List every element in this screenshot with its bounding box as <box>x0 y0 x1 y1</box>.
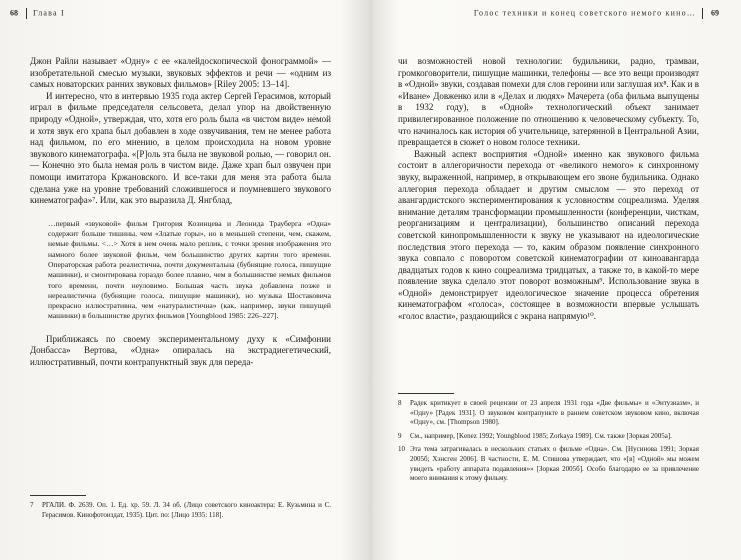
footnote-text: Радек критикует в своей рецензии от 23 апреля 1931 года «Две фильмы» и «Энтузиазм», и «Одну» [Радек 1931]. О звуковом контрапункте в раннем советском звуковом кино, включая «Одну», см. [Thompson 1980]. <box>410 399 699 427</box>
right-running-head: Голос техники и конец советского немого кино… <box>473 8 696 18</box>
left-running-head: Глава I <box>33 8 65 18</box>
paragraph: Джон Райли называет «Одну» с ее «калейдоскопической фонограммой» — изобретательной смесью музыки, звуковых эффектов и речи — «одним из самых новаторских ранних звуковых фильмов» [Riley 2005: 13–14]. <box>30 56 331 90</box>
left-page-header <box>10 8 65 19</box>
right-page-number: 69 <box>711 8 719 18</box>
footnote <box>398 445 699 483</box>
paragraph: Важный аспект восприятия «Одной» именно как звукового фильма состоит в аллегоричности перехода от «великого немого» к синхронному звуку, выраженной, например, в открывающем его звоне будильника. Однако аллегория перехода обладает и другим смыслом — это переход от авангардистского экспериментирования к условностям соцреализма. Уделяя внимание деталям трансформации промышленности (конференции, чисткам, реорганизациям и централизации), большинство описаний перехода советской кинопромышленности к звуку не указывают на идеологические последствия этого перехода — то, каким образом появление синхронного звука совпало с поворотом советской кинематографии от киноавангарда двадцатых годов к кино соцреализма тридцатых, а также то, в какой-то мере появление звука сделало этот поворот возможным⁹. Использование звука в «Одной» демонстрирует идеологическое значение процесса обретения кинематографом «голоса», состоящее в возможности впервые услышать «голос власти», раздающийся с экрана напрямую¹⁰. <box>398 148 699 322</box>
footnote <box>30 501 331 520</box>
footnote-number: 9 <box>398 431 402 440</box>
left-page-number: 68 <box>10 8 18 18</box>
footnote <box>398 399 699 428</box>
footnote-number: 8 <box>398 399 402 407</box>
footnote-text: Эта тема затрагивалась в нескольких статьях о фильме «Одна». См. [Нусинова 1991; Зоркая 2005б; Хэнсген 2006]. В частности, Е. М. Стишова утверждает, что «[в] «Одной» мы можем увидеть «работу аппарата подавления»» [Зоркая 2005б]. Особо благодарю ее за привлечение моего внимания к этому фильму. <box>410 445 699 483</box>
footnote-text: РГАЛИ. Ф. 2639. Оп. 1. Ед. хр. 59. Л. 34 об. (Лицо советского киноактера: Е. Кузьмина и С. Герасимов. Кинофотоиздат, 1935). Цит. по: [Лицо 1935: 118]. <box>42 501 331 519</box>
footnote-number: 7 <box>30 501 34 509</box>
footnote-text: См., например, [Kenez 1992; Youngblood 1985; Zorkaya 1989]. См. также [Зоркая 2005a]. <box>410 431 672 440</box>
left-page-body <box>30 56 331 368</box>
header-divider <box>26 8 27 19</box>
right-page-header <box>474 8 719 19</box>
footnote-number: 10 <box>398 445 405 454</box>
footnote <box>398 432 699 442</box>
header-divider <box>702 8 703 19</box>
paragraph: И интересно, что в интервью 1935 года актер Сергей Герасимов, который играл в фильме председателя сельсовета, делал упор на двойственную природу «Одной», утверждая, что, хотя его роль была «в чистом виде» немой и хотя звук его храпа был добавлен в ходе озвучивания, тем не менее работа над фильмом, по его мнению, в целом происходила на новом уровне звукового кинематографа. «[Р]оль эта была не звуковой ролью, — говорил он. — Конечно это была немая роль в чистом виде. Даже храп был озвучен при помощи имитатора Кржановского. И все-таки для меня эта работа была сделана уже на уровне требований сложившегося и поумневшего звукового кинематографа»⁷. Или, как это выразила Д. Янгблад, <box>30 90 331 206</box>
paragraph: Приближаясь по своему экспериментальному духу к «Симфонии Донбасса» Вертова, «Одна» опиралась на экстрадиегетический, иллюстративный, почти контрапунктный звук для переда- <box>30 333 331 367</box>
right-footnotes <box>398 386 699 488</box>
block-quote: …первый «звуковой» фильм Григория Козинцева и Леонида Трауберга «Одна» содержит больше тишины, чем «Златые горы», но в меньшей степени, чем, скажем, немые фильмы. <…> Хотя в нем очень мало реплик, с точки зрения изображения это намного более звуковой фильм, чем большинство других картин того времени. Операторская работа реалистична, почти документальна (бубнящие голоса, пишущие машинки), и смонтирована гораздо более плавно, чем в большинстве немых фильмов того времени, почти неуловимо. Большая часть звука добавлена позже и нереалистична (бубнящие голоса, пишущие машинки), но музыка Шостаковича прекрасно иллюстративна, чем «натуралистична» (как, например, звуки пишущей машинки) в большинстве других фильмов [Youngblood 1985: 226–227]. <box>48 218 331 321</box>
footnote-rule <box>398 393 454 394</box>
footnote-rule <box>30 495 86 496</box>
right-page-body <box>398 56 699 323</box>
paragraph: чи возможностей новой технологии: будильники, радио, трамваи, громкоговорители, пишущие машинки, телефоны — все это вещи производят в «Одной» звуки, создавая помехи для слов героини или заглушая их⁸. Как и в «Иване» Довженко или в «Делах и людях» Мачерета (оба фильма выпущены в 1932 году), в «Одной» технологический объект занимает привилегированное положение по отношению к человеческому субъекту. То, что начиналось как история об учительнице, затерянной в Центральной Азии, превращается в сюжет о новом голосе техники. <box>398 56 699 148</box>
left-footnotes <box>30 488 331 524</box>
